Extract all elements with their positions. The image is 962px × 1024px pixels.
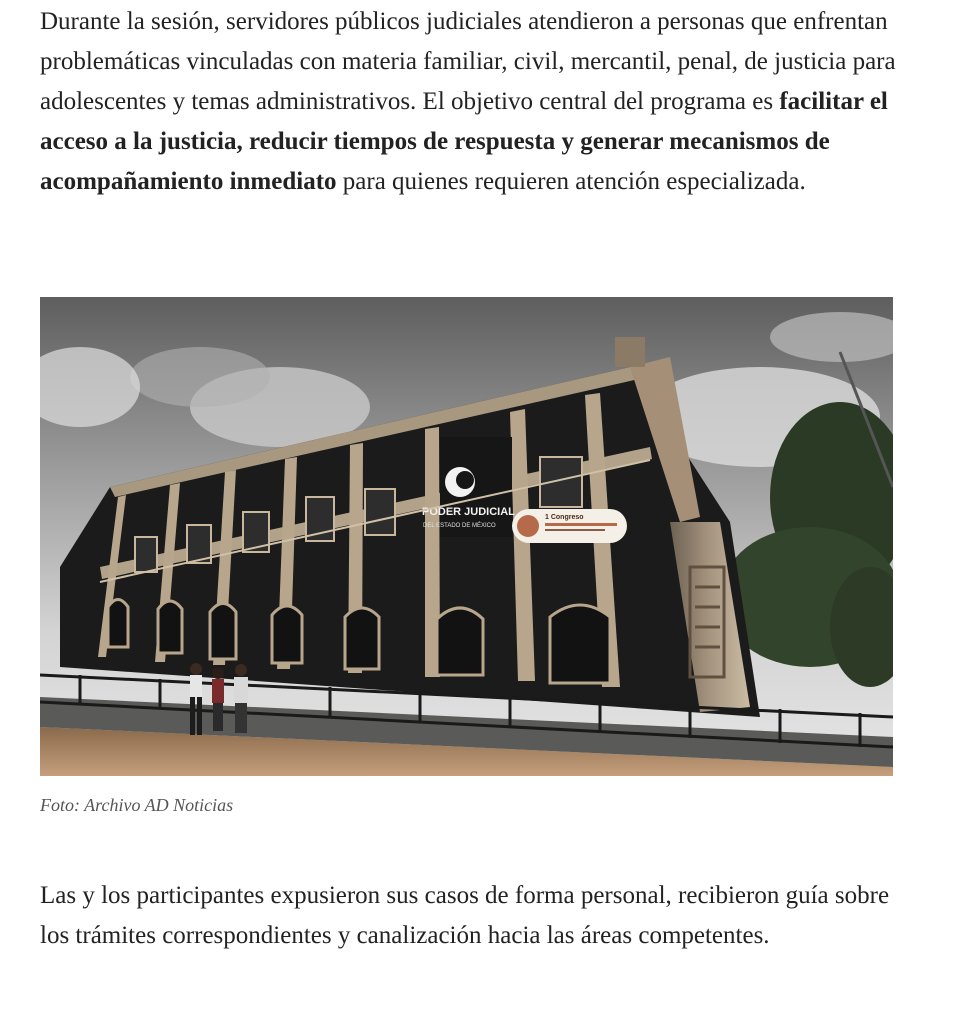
paragraph-intro-tail: para quienes requieren atención especializada. xyxy=(336,168,806,195)
photo-caption: Foto: Archivo AD Noticias xyxy=(40,795,234,815)
paragraph-participants: Las y los participantes expusieron sus casos de forma personal, recibieron guía sobre los trámites correspondientes y canalización hacia las áreas competentes. xyxy=(40,882,890,949)
building-photo xyxy=(40,297,893,776)
sign-subtitle: DEL ESTADO DE MÉXICO xyxy=(423,523,496,529)
paragraph-intro xyxy=(40,2,900,202)
paragraph-intro-bold: facilitar el acceso a la justicia, reducir tiempos de respuesta y generar mecanismos de acompañamiento inmediato xyxy=(40,88,888,195)
paragraph-intro-text: Durante la sesión, servidores públicos judiciales atendieron a personas que enfrentan problemáticas vinculadas con materia familiar, civil, mercantil, penal, de justicia para adolescentes y temas administrativos. El objetivo central del programa es xyxy=(40,8,896,115)
banner-text: 1 Congreso xyxy=(545,514,584,521)
article-figure xyxy=(40,297,893,816)
sign-title: PODER JUDICIAL xyxy=(422,506,515,518)
